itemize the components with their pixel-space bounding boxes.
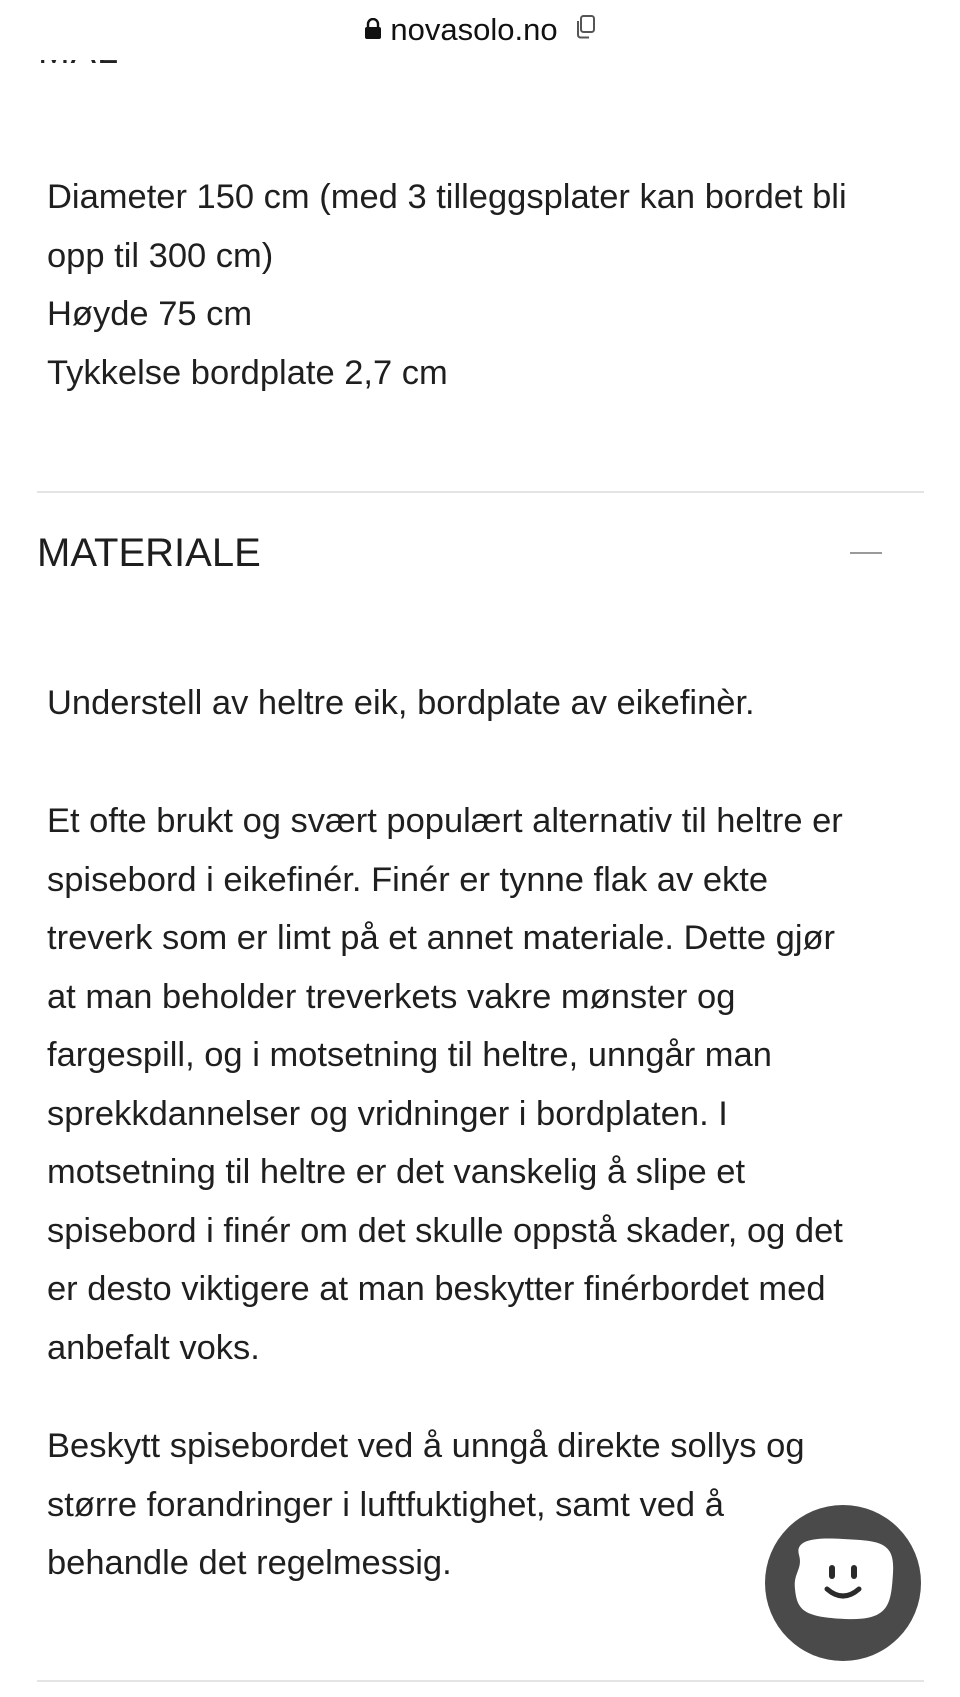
section-divider xyxy=(37,491,924,493)
accordion-title-materiale[interactable]: MATERIALE xyxy=(37,531,261,575)
chat-smiley-icon xyxy=(785,1533,901,1634)
section-divider xyxy=(37,1680,924,1682)
paragraph-line: motsetning til heltre er det vanskelig å slipe et xyxy=(47,1153,746,1191)
materiale-paragraph-2 xyxy=(47,792,917,1377)
paragraph-line: spisebord i finér om det skulle oppstå skader, og det xyxy=(47,1211,843,1250)
dimensions-text xyxy=(47,168,917,402)
collapse-minus-icon[interactable] xyxy=(850,540,882,566)
dimension-line: Diameter 150 cm (med 3 tilleggsplater kan bordet bli xyxy=(47,178,847,216)
dimension-line: Tykkelse bordplate 2,7 cm xyxy=(47,353,448,392)
materiale-paragraph-1: Understell av heltre eik, bordplate av eikefinèr. xyxy=(47,684,755,722)
browser-url-bar[interactable] xyxy=(0,0,960,60)
paragraph-line: behandle det regelmessig. xyxy=(47,1544,452,1582)
copy-icon[interactable] xyxy=(574,12,596,48)
paragraph-line: Et ofte brukt og svært populært alternativ til heltre er xyxy=(47,802,843,840)
paragraph-line: anbefalt voks. xyxy=(47,1328,260,1367)
dimension-line: Høyde 75 cm xyxy=(47,295,253,333)
chat-button[interactable] xyxy=(765,1505,921,1661)
lock-icon xyxy=(364,12,382,48)
paragraph-line: er desto viktigere at man beskytter finérbordet med xyxy=(47,1270,826,1308)
paragraph-line: større forandringer i luftfuktighet, samt ved å xyxy=(47,1485,724,1524)
url-text[interactable]: novasolo.no xyxy=(390,12,558,47)
paragraph-line: treverk som er limt på et annet materiale. Dette gjør xyxy=(47,919,836,957)
paragraph-line: at man beholder treverkets vakre mønster og xyxy=(47,977,736,1016)
dimension-line: opp til 300 cm) xyxy=(47,236,274,275)
paragraph-line: sprekkdannelser og vridninger i bordplaten. I xyxy=(47,1094,728,1133)
paragraph-line: spisebord i eikefinér. Finér er tynne flak av ekte xyxy=(47,860,769,899)
paragraph-line: fargespill, og i motsetning til heltre, unngår man xyxy=(47,1036,772,1074)
paragraph-line: Beskytt spisebordet ved å unngå direkte sollys og xyxy=(47,1427,805,1465)
